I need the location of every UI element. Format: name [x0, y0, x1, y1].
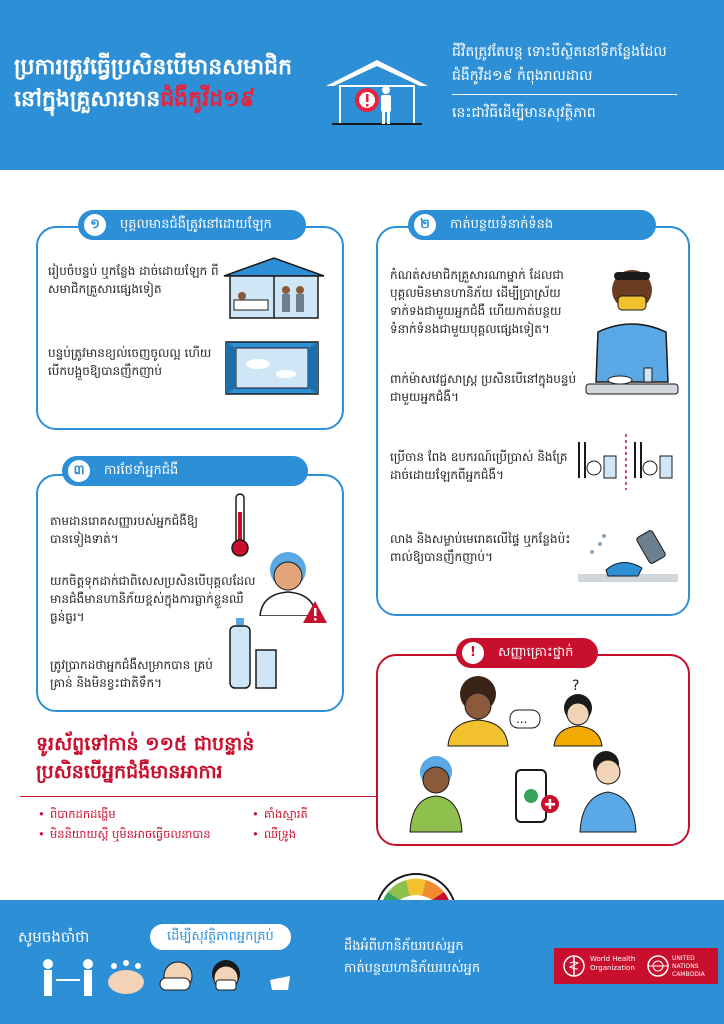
- care-title: ការថែទាំអ្នកជំងឺ: [104, 463, 179, 478]
- remember-pill: ដើម្បីសុវត្ថិភាពអ្នកគ្រប់: [150, 924, 291, 950]
- emergency-call-heading: [36, 730, 336, 786]
- partner-logos: [554, 948, 718, 984]
- separate-dishes-icon: [574, 432, 678, 492]
- isolation-heading: [78, 210, 306, 240]
- un-line2: CAMBODIA: [672, 971, 705, 978]
- window-icon: [224, 338, 320, 396]
- svg-text:?: ?: [572, 678, 580, 694]
- header-banner: [0, 0, 724, 170]
- intro-line3: នេះជាវិធីដើម្បីមានសុវត្ថិភាព: [452, 105, 596, 121]
- danger-signs-title: សញ្ញាគ្រោះថ្នាក់: [498, 645, 574, 660]
- who-line1: World Health: [590, 955, 636, 963]
- masked-man-icon: [584, 262, 680, 412]
- un-name: [672, 955, 718, 979]
- symptom-breathing: • ពិបាកដកដង្ហើម: [38, 806, 116, 822]
- warning-icon: [302, 600, 328, 624]
- disinfect-icon: [576, 522, 680, 584]
- reduce-contact-item-disinfect: លាង និងសម្លាប់មេរោគលើផ្ទៃ ឬកន្លែងប៉ះពាល់ឱ្យបានញឹកញាប់។: [390, 532, 571, 564]
- reduce-contact-item-mask: ពាក់ម៉ាសវេជ្ជសាស្ត្រ ប្រសិនបើនៅក្នុងបន្ទប់ជាមួយអ្នកជំងឺ។: [390, 372, 577, 404]
- title-line1: ប្រការត្រូវធ្វើប្រសិនបើមានសមាជិក: [14, 55, 293, 80]
- title-line2: [14, 84, 314, 116]
- alert-badge: !: [462, 642, 484, 664]
- intro-divider: [452, 94, 677, 95]
- house-alert-icon: [322, 56, 432, 128]
- bedroom-icon: [222, 256, 326, 320]
- thermometer-icon: [228, 492, 252, 558]
- intro-line2: ជំងឺកូវីដ១៩ កំពុងរាលដាល: [452, 68, 593, 84]
- risk-line2: កាត់បន្ថយហានិភ័យរបស់អ្នក: [344, 961, 481, 976]
- care-heading: [62, 456, 308, 486]
- reduce-contact-title: កាត់បន្ថយទំនាក់ទំនង: [450, 217, 554, 232]
- page-title: [14, 52, 314, 116]
- remember-label: សូមចងចាំថា: [18, 928, 90, 946]
- who-logo-icon: [562, 954, 586, 978]
- svg-text:...: ...: [516, 712, 528, 726]
- care-item-high-risk: យកចិត្តទុកដាក់ជាពិសេសប្រសិនបើបុគ្គលដែលមានជំងឺមានហានិភ័យខ្ពស់ក្នុងការធ្លាក់ខ្លួនឈឺធ្ងន់ធ្ងរ។: [50, 574, 256, 624]
- call-line2: ប្រសិនបើអ្នកជំងឺមានអាការ: [36, 761, 223, 783]
- un-logo-icon: [646, 954, 670, 978]
- reduce-contact-item-caregiver: កំណត់សមាជិកគ្រួសារណាម្នាក់ ដែលជាបុគ្គលមិនមានហានិភ័យ ដើម្បីប្រាស្រ័យទាក់ទងជាមួយអ្នកជំងឺ ហើយកាត់បន្ថយទំនាក់ទំនងជាមួយបុគ្គលផ្សេងទៀត។: [390, 268, 564, 336]
- care-item-rest: ត្រូវប្រាកដថាអ្នកជំងឺសម្រាកបាន គ្រប់គ្រាន់ និងមិនខ្វះជាតិទឹក។: [50, 658, 213, 690]
- step-number-badge: ៣: [68, 460, 90, 482]
- water-bottle-icon: [228, 616, 280, 690]
- symptom-confusion: • គាំងស្មារតី: [252, 806, 308, 822]
- isolation-item-ventilation: បន្ទប់ត្រូវមានខ្យល់ចេញចូលល្អ ហើយបើកបង្អួចឱ្យបានញឹកញាប់: [48, 346, 212, 378]
- symptom-chest-pain: • ឈឺទ្រូង: [252, 826, 296, 842]
- isolation-title: បុគ្គលមានជំងឺត្រូវនៅដោយឡែក: [120, 217, 272, 232]
- tissue-icon: [268, 974, 292, 992]
- header-intro: [452, 40, 710, 125]
- danger-signs-heading: [456, 638, 598, 668]
- un-line1: UNITED NATIONS: [672, 955, 699, 970]
- danger-signs-people-icon: [386, 672, 676, 840]
- call-divider: [20, 796, 376, 797]
- care-item-monitor: តាមដានរោគសញ្ញារបស់អ្នកជំងឺឱ្យបានទៀងទាត់។: [50, 514, 199, 546]
- mask-icon: [206, 958, 246, 998]
- intro-line1: ជីវិតត្រូវតែបន្ត ទោះបីស្ថិតនៅទីកន្លែងដែល: [452, 44, 667, 60]
- risk-line1: ដឹងអំពីហានិភ័យរបស់អ្នក: [344, 939, 464, 954]
- title-line2-prefix: នៅក្នុងគ្រួសារមាន: [14, 87, 161, 112]
- who-line2: Organization: [590, 964, 635, 972]
- symptom-speech-movement: • មិននិយាយស្ដី ឬមិនអាចធ្វើចលនាបាន: [38, 826, 211, 842]
- title-line2-highlight: ជំងឺកូវីដ១៩: [160, 87, 256, 112]
- risk-message: [344, 936, 480, 980]
- reduce-contact-item-dishes: ប្រើចាន ពែង ឧបករណ៍ប្រើប្រាស់ និងគ្រែដាច់ដោយឡែកពីអ្នកជំងឺ។: [390, 450, 568, 482]
- footer-banner: [0, 900, 724, 1024]
- cough-elbow-icon: [158, 958, 198, 998]
- handwash-icon: [104, 958, 148, 998]
- reduce-contact-heading: [408, 210, 656, 240]
- who-name: [590, 955, 635, 973]
- step-number-badge: ២: [414, 214, 436, 236]
- isolation-item-separate-room: រៀបចំបន្ទប់ ឬកន្លែង ដាច់ដោយឡែក ពីសមាជិកគ្រួសារផ្សេងទៀត: [48, 264, 219, 296]
- call-line1: ទូរស័ព្ទទៅកាន់ ១១៥ ជាបន្ទាន់: [36, 733, 255, 755]
- step-number-badge: ១: [84, 214, 106, 236]
- distance-icon: [40, 958, 96, 998]
